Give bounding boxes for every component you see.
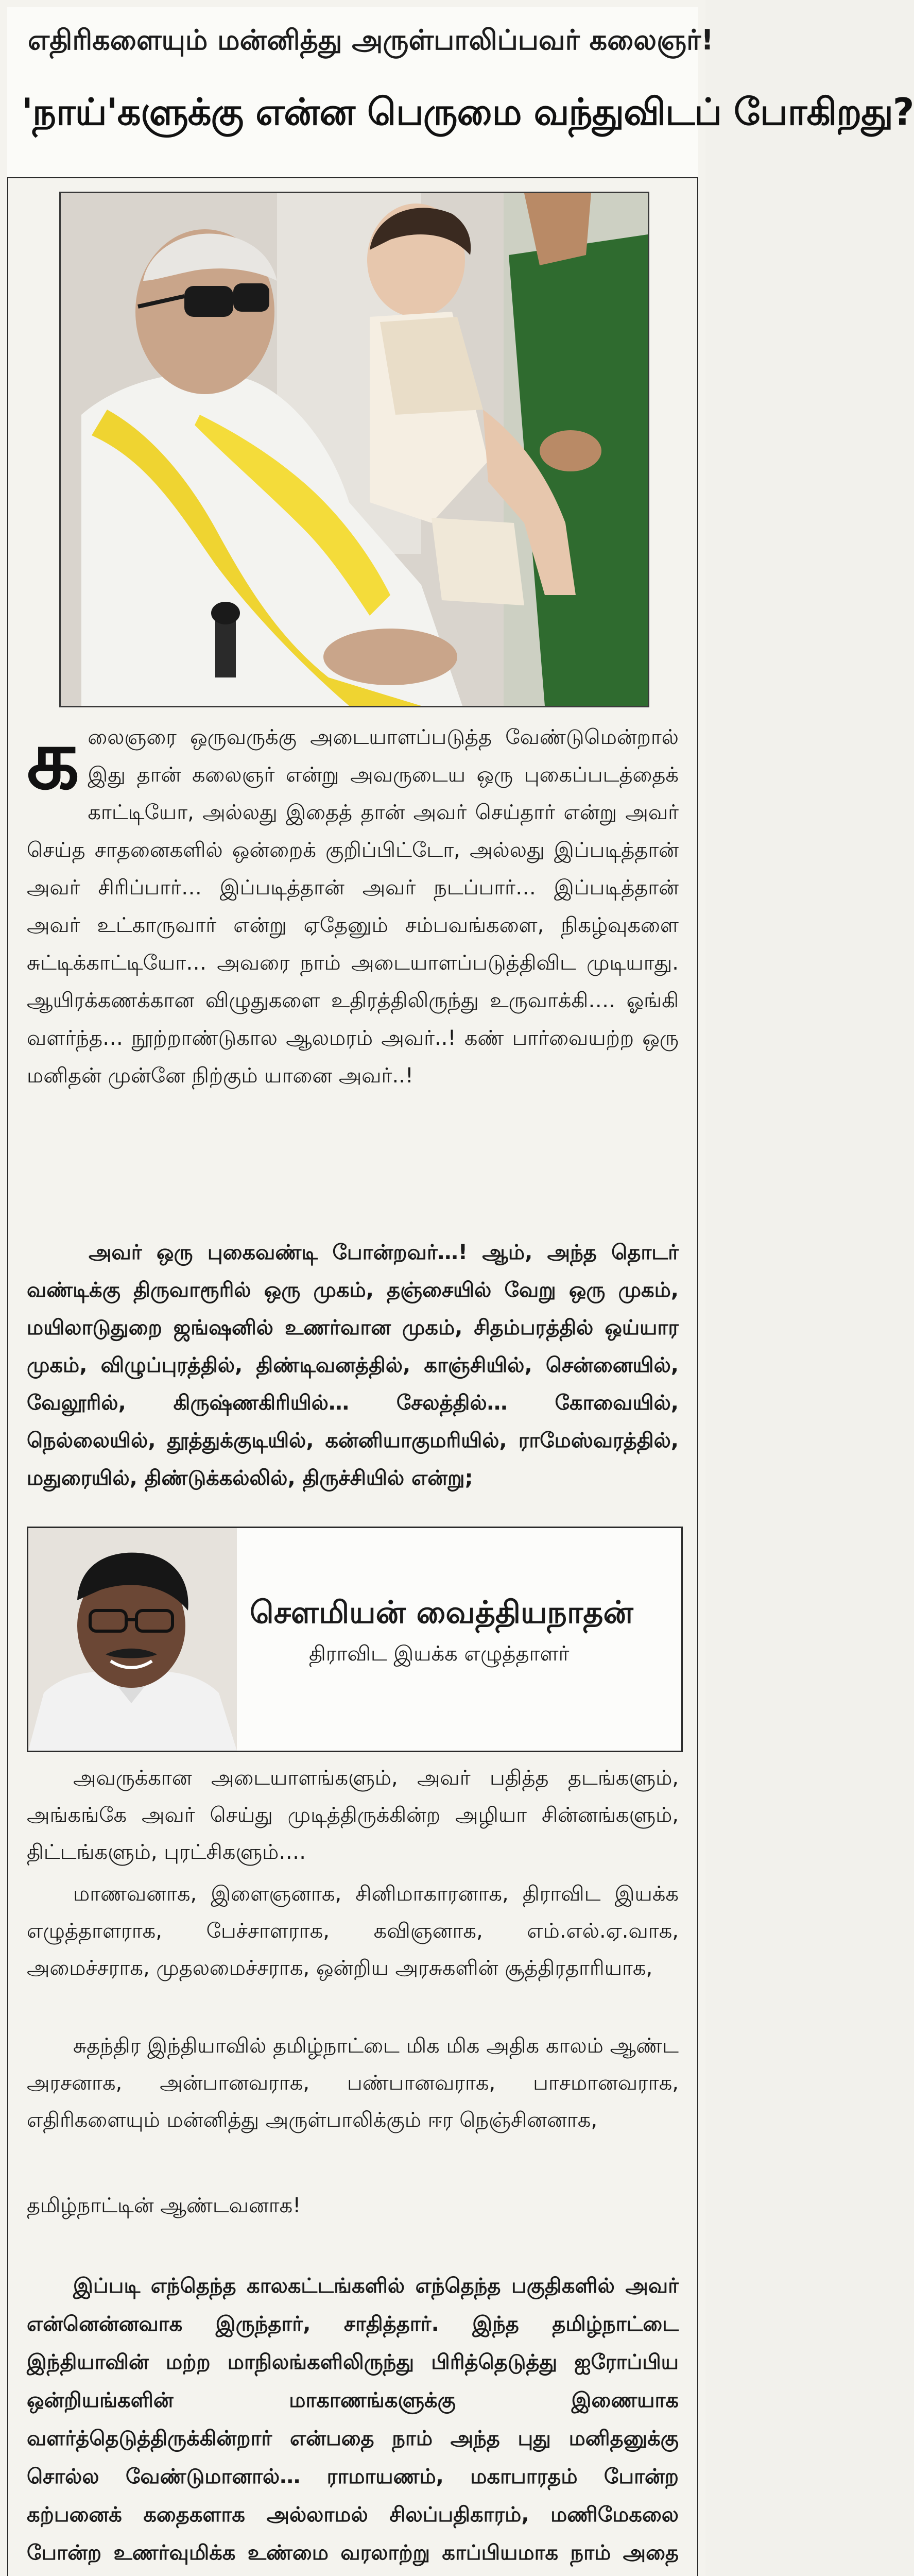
paragraph-text: இப்படி எந்தெந்த காலகட்டங்களில் எந்தெந்த பகுதிகளில் அவர் என்னென்னவாக இருந்தார், சாதித்தார். இந்த தமிழ்நாட்டை இந்தியாவின் மற்ற மாநிலங்களிலிருந்து பிரித்தெடுத்து ஐரோப்பிய ஒன்றியங்களின் மாகாணங்களுக்கு இணையாக வளர்த்தெடுத்திருக்கின்றார் என்பதை நாம் அந்த புது மனிதனுக்கு சொல்ல வேண்டுமானால்… ராமாயணம், மகாபாரதம் போன்ற கற்பனைக் கதைகளாக அல்லாமல் சிலப்பதிகாரம், மணிமேகலை போன்ற உணர்வுமிக்க உண்மை வரலாற்று காப்பியமாக நாம் அதை bbox=[27, 2274, 679, 2565]
article-paragraph-1 bbox=[27, 710, 679, 1229]
author-photo bbox=[28, 1528, 237, 1751]
section-5 bbox=[27, 2267, 679, 2576]
paragraph-text: சுதந்திர இந்தியாவில் தமிழ்நாட்டை மிக மிக அதிக காலம் ஆண்ட அரசனாக, அன்பானவராக, பண்பானவராக, பாசமானவராக, எதிரிகளையும் மன்னித்து அருள்பாலிக்கும் ஈர நெஞ்சினனாக, bbox=[27, 2034, 679, 2132]
photo-illustration bbox=[61, 193, 648, 706]
author-role: திராவிட இயக்க எழுத்தாளர் bbox=[309, 1642, 570, 1666]
section-2 bbox=[27, 1875, 679, 1987]
author-portrait-illustration bbox=[28, 1528, 237, 1751]
header-band bbox=[7, 7, 914, 178]
article-paragraph-2 bbox=[27, 1234, 679, 1490]
paragraph-text: லைஞரை ஒருவருக்கு அடையாளப்படுத்த வேண்டுமென்றால் இது தான் கலைஞர் என்று அவருடைய ஒரு புகைப்படத்தைக் காட்டியோ, அல்லது இதைத் தான் அவர் செய்தார் என்று அவர் செய்த சாதனைகளில் ஒன்றைக் குறிப்பிட்டோ, அல்லது இப்படித்தான் அவர் சிரிப்பார்… இப்படித்தான் அவர் நடப்பார்… இப்படித்தான் அவர் உட்காருவார் என்று ஏதேனும் சம்பவங்களை, நிகழ்வுகளை சுட்டிக்காட்டியோ… அவரை நாம் அடையாளப்படுத்திவிட முடியாது. ஆயிரக்கணக்கான விழுதுகளை உதிரத்திலிருந்து உருவாக்கி…. ஓங்கி வளர்ந்த… நூற்றாண்டுகால ஆலமரம் அவர்..! கண் பார்வையற்ற ஒரு மனிதன் முன்னே நிற்கும் யானை அவர்..! bbox=[27, 725, 679, 1088]
kicker-line: எதிரிகளையும் மன்னித்து அருள்பாலிப்பவர் கலைஞர்! bbox=[28, 24, 714, 56]
paragraph-text: மாணவனாக, இளைஞனாக, சினிமாகாரனாக, திராவிட இயக்க எழுத்தாளராக, பேச்சாளராக, கவிஞனாக, எம்.எல்.ஏ.வாக, அமைச்சராக, முதலமைச்சராக, ஒன்றிய அரசுகளின் சூத்திரதாரியாக, bbox=[27, 1882, 679, 1980]
author-box bbox=[27, 1527, 683, 1752]
paragraph-text: அவர் ஒரு புகைவண்டி போன்றவர்…! ஆம், அந்த தொடர் வண்டிக்கு திருவாரூரில் ஒரு முகம், தஞ்சையில் வேறு ஒரு முகம், மயிலாடுதுறை ஜங்ஷனில் உணர்வான முகம், சிதம்பரத்தில் ஒய்யார முகம், விழுப்புரத்தில், திண்டிவனத்தில், காஞ்சியில், சென்னையில், வேலூரில், கிருஷ்ணகிரியில்… சேலத்தில்… கோவையில், நெல்லையில், தூத்துக்குடியில், கன்னியாகுமரியில், ராமேஸ்வரத்தில், மதுரையில், திண்டுக்கல்லில், திருச்சியில் என்று; bbox=[27, 1241, 679, 1490]
headline: 'நாய்'களுக்கு என்ன பெருமை வந்துவிடப் போகிறது? bbox=[22, 90, 914, 133]
section-1 bbox=[27, 1759, 679, 1871]
author-name: சௌமியன் வைத்தியநாதன் bbox=[250, 1595, 633, 1631]
paragraph-text: தமிழ்நாட்டின் ஆண்டவனாக! bbox=[27, 2194, 301, 2217]
drop-cap: க bbox=[27, 710, 80, 807]
section-3 bbox=[27, 2027, 679, 2139]
lead-photo bbox=[59, 192, 649, 707]
paragraph-text: அவருக்கான அடையாளங்களும், அவர் பதித்த தடங்களும், அங்கங்கே அவர் செய்து முடித்திருக்கின்ற அழியா சின்னங்களும், திட்டங்களும், புரட்சிகளும்…. bbox=[27, 1766, 679, 1864]
section-4 bbox=[27, 2187, 679, 2224]
